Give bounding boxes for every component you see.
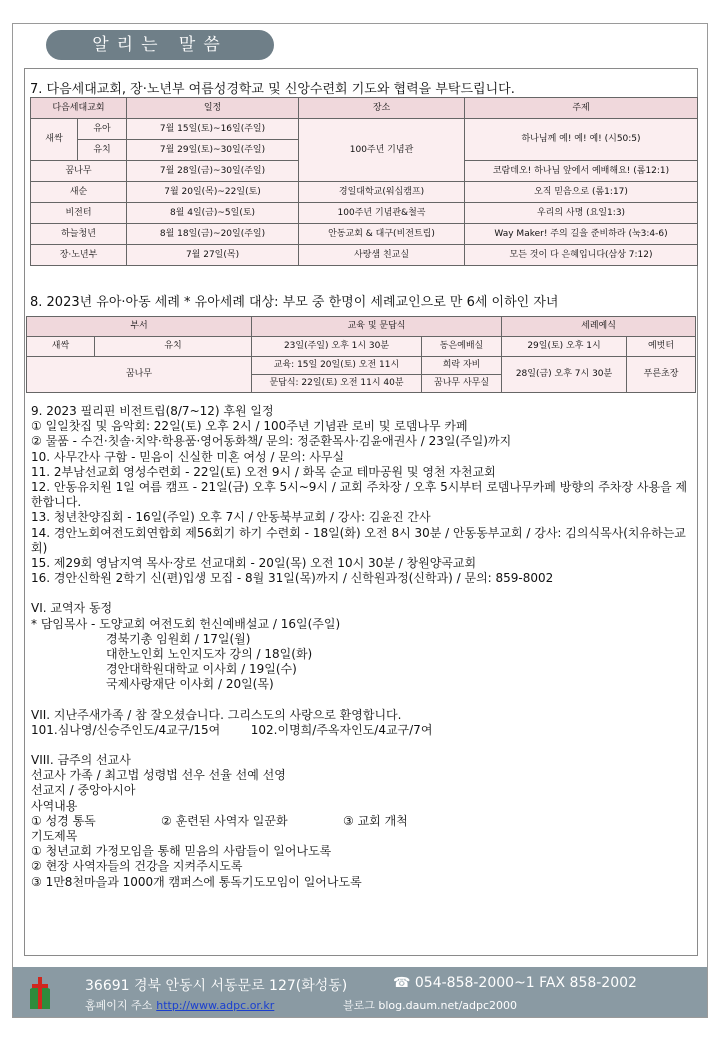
homepage-label: 홈페이지 주소 [85,999,153,1012]
church-logo-icon [27,975,53,1011]
missionary-line: 선교지 / 중앙아시아 [31,783,136,798]
edu-time-2: 문답식: 22일(토) 오전 11시 40분 [252,375,422,393]
edu-time-1: 교육: 15일 20일(토) 오전 11시 [252,357,422,375]
pastor-schedule: 경안대학원대학교 이사회 / 19일(수) [106,662,297,677]
edu-place: 동은예배실 [422,337,502,357]
theme-shared: 하나님께 예! 예! 예! (시50:5) [465,119,698,161]
baptism-time: 29일(토) 오후 1시 [502,337,627,357]
edu-time: 23일(주일) 오후 1시 30분 [252,337,422,357]
table-row [27,337,696,357]
table-header-row [31,98,698,119]
notice-item: ① 일일찻집 및 음악회: 22일(토) 오후 2시 / 100주년 기념관 로비 및 로뎀나무 카페 [31,419,468,434]
header-dept: 다음세대교회 [31,98,127,119]
notice-item: 9. 2023 필리핀 비전트립(8/7~12) 후원 일정 [31,404,274,418]
page-title: 알리는 말씀 [46,30,274,60]
section8b-heading: VIII. 금주의 선교사 [31,753,131,768]
table-row [31,119,698,140]
date-vision: 8월 4일(금)~5일(토) [127,203,299,224]
baptism-place: 예벗터 [627,337,696,357]
theme-saesun: 오직 믿음으로 (롬1:17) [465,182,698,203]
header-theme: 주제 [465,98,698,119]
theme-senior: 모든 것이 다 은혜입니다(삼상 7:12) [465,245,698,266]
table-row [31,182,698,203]
dept-senior: 장·노년부 [31,245,127,266]
prayer-item: ② 현장 사역자들의 건강을 지켜주시도록 [31,859,243,874]
place-saesun: 경일대학교(워십캠프) [299,182,465,203]
homepage-link[interactable]: http://www.adpc.or.kr [156,999,275,1012]
section8-heading: 8. 2023년 유아·아동 세례 * 유아세례 대상: 부모 중 한명이 세례교인으로 만 6세 이하인 자녀 [30,295,559,310]
dept-kkum: 꿈나무 [27,357,252,393]
missionary-line: 사역내용 [31,798,78,813]
pastor-schedule: 국제사랑재단 이사회 / 20일(목) [106,677,274,692]
notice-item: 15. 제29회 영남지역 목사·장로 선교대회 - 20일(목) 오전 10시 30분 / 창원양곡교회 [31,556,477,571]
dept-kkum: 꿈나무 [31,161,127,182]
table-header-row [27,317,696,337]
notice-list [31,404,691,890]
ministry-work-item: ③ 교회 개척 [343,813,408,828]
baptism-table [26,316,696,393]
dept-vision: 비전터 [31,203,127,224]
section6-heading: VI. 교역자 동정 [31,601,113,616]
table-row [31,245,698,266]
table-row [31,203,698,224]
date-senior: 7월 27일(목) [127,245,299,266]
section7-heading: 7. 다음세대교회, 장·노년부 여름성경학교 및 신앙수련회 기도와 협력을 부탁드립니다. [30,82,515,97]
place-vision: 100주년 기념관&철곡 [299,203,465,224]
notice-item: 12. 안동유치원 1일 여름 캠프 - 21일(금) 오후 5시~9시 / 교회 주차장 / 오후 5시부터 로뎀나무카페 방향의 주차장 사용을 제한합니다. [31,480,688,510]
date-kkum: 7월 28일(금)~30일(주일) [127,161,299,182]
notice-item: ② 물품 - 수건·칫솔·치약·학용품·영어동화책/ 문의: 정준환목사·김윤애권사 / 23일(주일)까지 [31,434,512,449]
pastor-schedule: 대한노인회 노인지도자 강의 / 18일(화) [106,647,313,662]
ministry-work-item: ① 성경 통독 [31,813,96,828]
notice-item: 13. 청년찬양집회 - 16일(주일) 오후 7시 / 안동북부교회 / 강사: 김윤진 간사 [31,510,431,525]
place-haneul: 안동교회 & 대구(비전트립) [299,224,465,245]
prayer-title: 기도제목 [31,829,78,844]
footer [13,967,707,1017]
dept-yua: 유아 [78,119,127,140]
ministry-work-row [31,814,691,829]
table-row [27,357,696,375]
prayer-item: ① 청년교회 가정모임을 통해 믿음의 사람들이 일어나도록 [31,844,332,859]
header-date: 일정 [127,98,299,119]
section7b-heading: VII. 지난주새가족 / 참 잘오셨습니다. 그리스도의 사랑으로 환영합니다. [31,707,402,722]
dept-saesun: 새순 [31,182,127,203]
notice-item: 10. 사무간사 구함 - 믿음이 신실한 미혼 여성 / 문의: 사무실 [31,449,345,464]
theme-vision: 우리의 사명 (요일1:3) [465,203,698,224]
dept-saesak: 새싹 [27,337,95,357]
pastor-schedule: * 담임목사 - 도양교회 여전도회 헌신예배설교 / 16일(주일) [31,616,341,631]
date-saesun: 7월 20일(목)~22일(토) [127,182,299,203]
notice-item: 14. 경안노회여전도회연합회 제56회기 하기 수련회 - 18일(화) 오전 8시 30분 / 안동동부교회 / 강사: 김의식목사(치유하는교회) [31,525,686,555]
notice-item: 16. 경안신학원 2학기 신(편)입생 모집 - 8월 31일(목)까지 / 신학원과정(신학과) / 문의: 859-8002 [31,571,554,586]
baptism-time: 28일(금) 오후 7시 30분 [502,357,627,393]
date-yua: 7월 15일(토)~16일(주일) [127,119,299,140]
header-baptism: 세례예식 [502,317,696,337]
missionary-line: 선교사 가족 / 최고법 성령법 선우 선율 선예 선영 [31,768,286,783]
new-family-line: 101.심나영/신승주인도/4교구/15여 102.이명희/주옥자인도/4교구/7여 [31,722,433,737]
theme-haneul: Way Maker! 주의 길을 준비하라 (눅3:4-6) [465,224,698,245]
date-yuchi: 7월 29일(토)~30일(주일) [127,140,299,161]
theme-kkum: 코람데오! 하나님 앞에서 예배해요! (롬12:1) [465,161,698,182]
place-senior: 사랑샘 친교실 [299,245,465,266]
dept-haneul: 하늘청년 [31,224,127,245]
ministry-work-item: ② 훈련된 사역자 일꾼화 [161,813,288,828]
edu-place-2: 꿈나무 사무실 [422,375,502,393]
place-shared: 100주년 기념관 [299,119,465,182]
header-edu: 교육 및 문답식 [252,317,502,337]
summer-schedule-table [30,97,698,266]
date-haneul: 8월 18일(금)~20일(주일) [127,224,299,245]
header-dept: 부서 [27,317,252,337]
church-address: 36691 경북 안동시 서동문로 127(화성동) [85,978,348,994]
dept-yuchi: 유치 [95,337,252,357]
dept-yuchi: 유치 [78,140,127,161]
table-row [31,224,698,245]
church-phone: ☎ 054-858-2000~1 FAX 858-2002 [393,975,637,991]
notice-item: 11. 2부남선교회 영성수련회 - 22일(토) 오전 9시 / 화목 순교 테마공원 및 영천 자천교회 [31,464,496,479]
dept-saesak: 새싹 [31,119,78,161]
prayer-item: ③ 1만8천마을과 1000개 캠퍼스에 통독기도모임이 일어나도록 [31,874,362,889]
baptism-place: 푸른초장 [627,357,696,393]
header-place: 장소 [299,98,465,119]
edu-place-1: 희락 자비 [422,357,502,375]
pastor-schedule: 경북기총 임원회 / 17일(월) [106,631,251,646]
blog-address: 블로그 blog.daum.net/adpc2000 [343,999,518,1012]
homepage [85,997,274,1013]
